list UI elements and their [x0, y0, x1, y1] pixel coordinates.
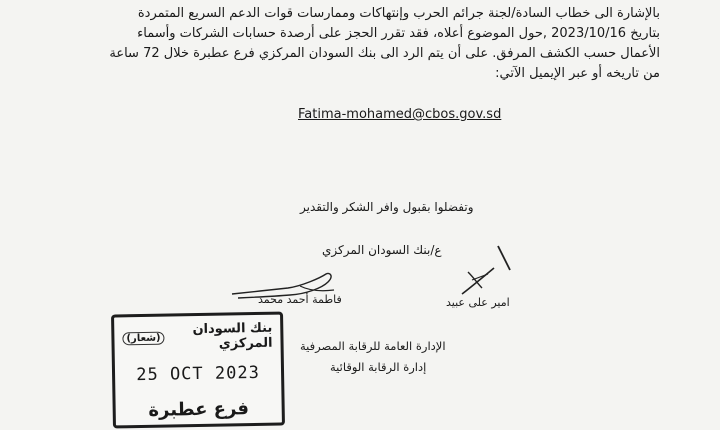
letter-body — [40, 4, 660, 84]
closing-line: وتفضلوا بقبول وافر الشكر والتقدير — [300, 200, 474, 214]
signatory-name-1: فاطمة أحمد محمد — [258, 293, 342, 306]
body-line-3: الأعمال حسب الكشف المرفق. على أن يتم الرد الى بنك السودان المركزي فرع عطبرة خلال 72 ساعة — [109, 46, 660, 61]
department-line-2: إدارة الرقابة الوقائية — [330, 360, 427, 374]
body-line-4: من تاريخه أو عبر الإيميل الآتي: — [495, 66, 660, 81]
stamp-branch: فرع عطبرة — [148, 398, 250, 421]
stamp-header — [122, 321, 273, 354]
stamp-bank-name: بنك السودان المركزي — [192, 320, 273, 352]
on-behalf-of: ع/بنك السودان المركزي — [322, 243, 442, 257]
signatory-name-2: امير على عبيد — [446, 296, 510, 309]
body-line-1: بالإشارة الى خطاب السادة/لجنة جرائم الحرب وإنتهاكات وممارسات قوات الدعم السريع المتمردة — [137, 6, 660, 21]
stamp-date: 25 OCT 2023 — [136, 362, 261, 386]
email-address: Fatima-mohamed@cbos.gov.sd — [298, 107, 502, 122]
bank-stamp — [111, 312, 285, 429]
emblem-icon: (شعار) — [122, 331, 164, 345]
body-line-2: بتاريخ 2023/10/16 ,حول الموضوع أعلاه، فقد تقرر الحجز على أرصدة حسابات الشركات وأسماء — [137, 26, 660, 41]
signature-amir — [448, 244, 518, 304]
department-line-1: الإدارة العامة للرقابة المصرفية — [300, 339, 446, 353]
